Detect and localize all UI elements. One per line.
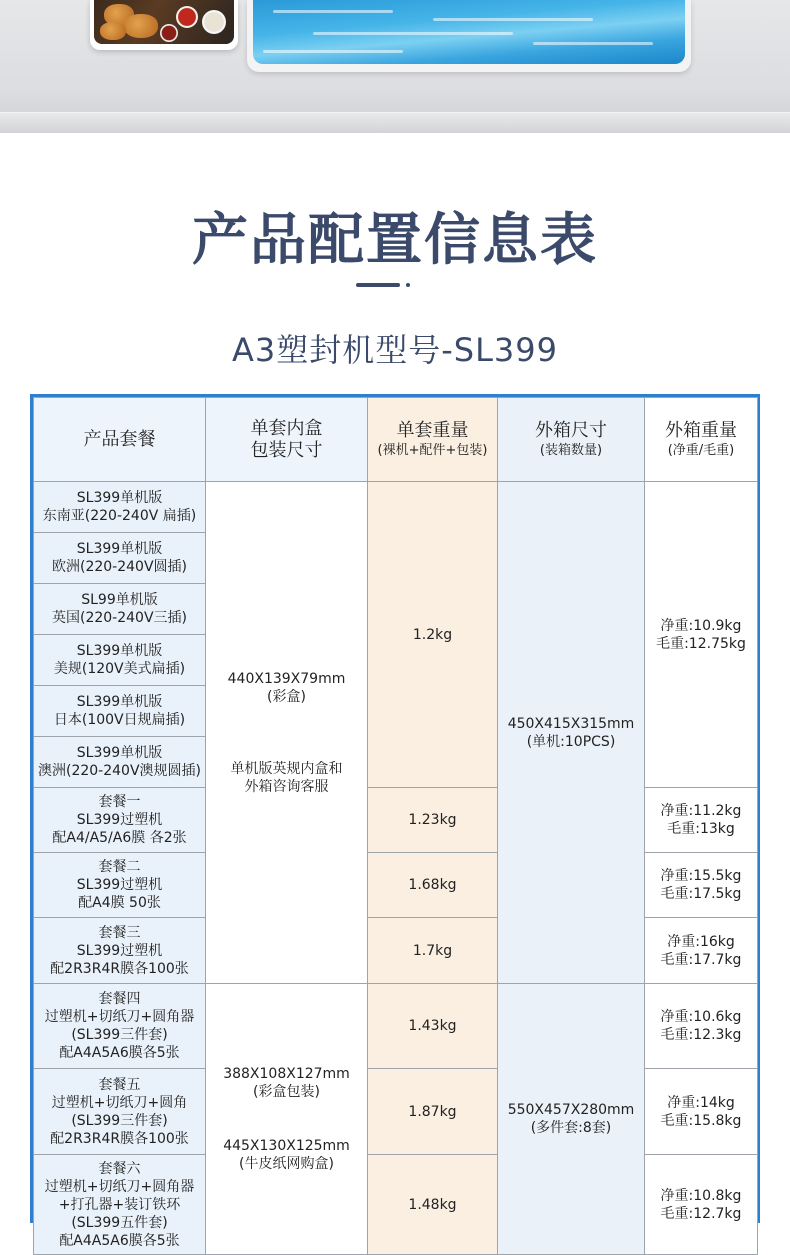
table-row bbox=[34, 853, 758, 918]
food-photo bbox=[94, 0, 234, 44]
weight-cell: 1.2kg bbox=[368, 482, 498, 788]
package-cell: SL399单机版 日本(100V日规扁插) bbox=[34, 686, 206, 737]
weight-cell: 1.87kg bbox=[368, 1069, 498, 1155]
header-carton-weight bbox=[645, 398, 758, 482]
config-table-frame bbox=[30, 394, 760, 1249]
header-package: 产品套餐 bbox=[34, 398, 206, 482]
package-cell: SL399单机版 美规(120V美式扁插) bbox=[34, 635, 206, 686]
table-row bbox=[34, 788, 758, 853]
table-header-row bbox=[34, 398, 758, 482]
title-underline-dot bbox=[406, 283, 410, 287]
header-weight-sub: (裸机+配件+包装) bbox=[377, 443, 488, 458]
carton-weight-cell: 净重:14kg 毛重:15.8kg bbox=[645, 1069, 758, 1155]
carton-weight-cell: 净重:15.5kg 毛重:17.5kg bbox=[645, 853, 758, 918]
weight-cell: 1.43kg bbox=[368, 984, 498, 1069]
package-cell: 套餐一 SL399过塑机 配A4/A5/A6膜 各2张 bbox=[34, 788, 206, 853]
config-table bbox=[33, 397, 758, 1255]
sea-photo-card bbox=[247, 0, 691, 72]
package-cell: 套餐二 SL399过塑机 配A4膜 50张 bbox=[34, 853, 206, 918]
title-underline bbox=[356, 283, 400, 287]
weight-cell: 1.48kg bbox=[368, 1155, 498, 1255]
carton-weight-cell: 净重:10.6kg 毛重:12.3kg bbox=[645, 984, 758, 1069]
package-cell: SL399单机版 澳洲(220-240V澳规圆插) bbox=[34, 737, 206, 788]
header-carton bbox=[498, 398, 645, 482]
table-row bbox=[34, 1069, 758, 1155]
package-cell: 套餐六 过塑机+切纸刀+圆角器 +打孔器+装订铁环 (SL399五件套) 配A4A5A6膜各5张 bbox=[34, 1155, 206, 1255]
weight-cell: 1.7kg bbox=[368, 918, 498, 984]
carton-weight-cell: 净重:16kg 毛重:17.7kg bbox=[645, 918, 758, 984]
table-row bbox=[34, 1155, 758, 1255]
header-weight bbox=[368, 398, 498, 482]
carton-size-cell: 450X415X315mm (单机:10PCS) bbox=[498, 482, 645, 984]
header-carton-label: 外箱尺寸 bbox=[535, 420, 607, 441]
sea-photo bbox=[253, 0, 685, 64]
weight-cell: 1.68kg bbox=[368, 853, 498, 918]
header-weight-label: 单套重量 bbox=[396, 420, 469, 441]
table-row bbox=[34, 984, 758, 1069]
table-row bbox=[34, 918, 758, 984]
page-title: 产品配置信息表 bbox=[192, 208, 598, 273]
inner-box-cell: 388X108X127mm (彩盒包装) 445X130X125mm (牛皮纸网购盒) bbox=[206, 984, 368, 1255]
header-carton-weight-label: 外箱重量 bbox=[665, 420, 737, 441]
header-carton-sub: (装箱数量) bbox=[539, 443, 603, 458]
food-photo-card bbox=[90, 0, 238, 50]
carton-weight-cell: 净重:11.2kg 毛重:13kg bbox=[645, 788, 758, 853]
model-subtitle: A3塑封机型号-SL399 bbox=[231, 331, 559, 369]
package-cell: SL99单机版 英国(220-240V三插) bbox=[34, 584, 206, 635]
carton-weight-cell: 净重:10.9kg 毛重:12.75kg bbox=[645, 482, 758, 788]
table-row bbox=[34, 482, 758, 533]
package-cell: SL399单机版 欧洲(220-240V圆插) bbox=[34, 533, 206, 584]
carton-size-cell: 550X457X280mm (多件套:8套) bbox=[498, 984, 645, 1255]
carton-weight-cell: 净重:10.8kg 毛重:12.7kg bbox=[645, 1155, 758, 1255]
package-cell: SL399单机版 东南亚(220-240V 扁插) bbox=[34, 482, 206, 533]
banner-ledge bbox=[0, 112, 790, 133]
top-banner bbox=[0, 0, 790, 132]
package-cell: 套餐三 SL399过塑机 配2R3R4R膜各100张 bbox=[34, 918, 206, 984]
package-cell: 套餐五 过塑机+切纸刀+圆角 (SL399三件套) 配2R3R4R膜各100张 bbox=[34, 1069, 206, 1155]
header-inner-box: 单套内盒 包装尺寸 bbox=[206, 398, 368, 482]
package-cell: 套餐四 过塑机+切纸刀+圆角器 (SL399三件套) 配A4A5A6膜各5张 bbox=[34, 984, 206, 1069]
inner-box-cell: 440X139X79mm (彩盒) 单机版英规内盒和 外箱咨询客服 bbox=[206, 482, 368, 984]
weight-cell: 1.23kg bbox=[368, 788, 498, 853]
header-carton-weight-sub: (净重/毛重) bbox=[667, 443, 735, 458]
